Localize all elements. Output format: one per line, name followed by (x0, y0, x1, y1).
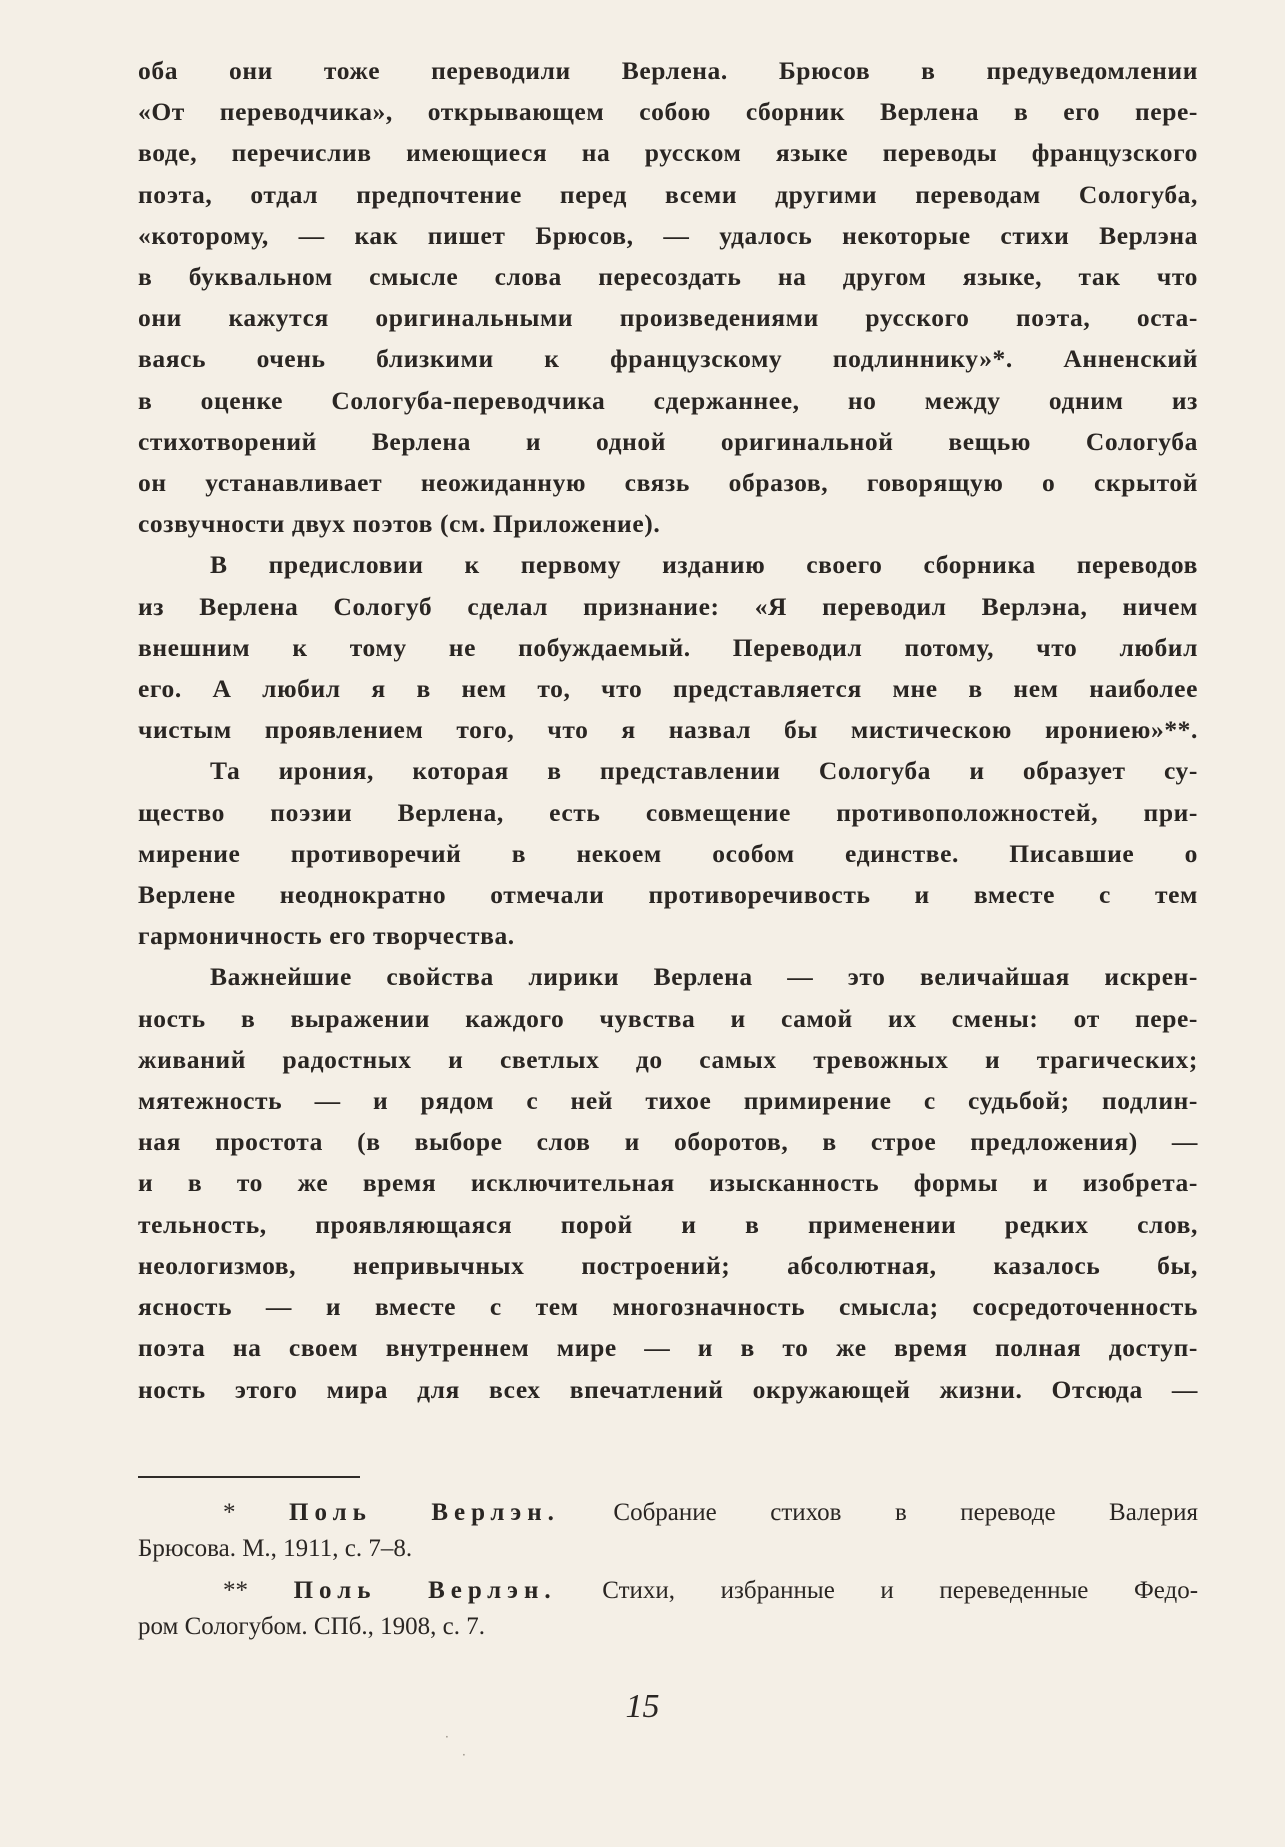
text-line: «которому, — как пишет Брюсов, — удалось некоторые стихи Верлэна (138, 220, 1198, 250)
text-line: и в то же время исключительная изысканность формы и изобрета- (138, 1168, 1198, 1198)
footnote-2 (138, 1573, 1198, 1645)
paragraph-1 (138, 50, 1198, 544)
text-line: гармоничность его творчества. (138, 921, 515, 951)
text-line: щество поэзии Верлена, есть совмещение противоположностей, при- (138, 797, 1198, 827)
text-line: поэта на своем внутреннем мире — и в то же время полная доступ- (138, 1333, 1198, 1363)
footnote-line (138, 1573, 1198, 1609)
text-line: оба они тоже переводили Верлена. Брюсов в предуведомлении (138, 56, 1198, 85)
text-line: тельность, проявляющаяся порой и в применении редких слов, (138, 1209, 1198, 1239)
footnote-1 (138, 1495, 1198, 1567)
text-line: чистым проявлением того, что я назвал бы мистическою ирониею»**. (138, 715, 1198, 745)
text-line: ясность — и вместе с тем многозначность смысла; сосредоточенность (138, 1292, 1198, 1322)
text-line: поэта, отдал предпочтение перед всеми другими переводам Сологуба, (138, 179, 1198, 209)
footnote-author: Поль Верлэн. (289, 1499, 560, 1526)
text-line: мятежность — и рядом с ней тихое примирение с судьбой; подлин- (138, 1086, 1198, 1116)
paragraph-4 (138, 956, 1198, 1409)
print-speck: · (462, 1748, 466, 1762)
text-line: «От переводчика», открывающем собою сборник Верлена в его пере- (138, 97, 1198, 127)
text-line: он устанавливает неожиданную связь образов, говорящую о скрытой (138, 468, 1198, 498)
text-line: Верлене неоднократно отмечали противоречивость и вместе с тем (138, 880, 1198, 910)
body-text (138, 50, 1198, 1410)
page-number: 15 (625, 1688, 660, 1725)
text-line: его. А любил я в нем то, что представляется мне в нем наиболее (138, 674, 1198, 704)
text-line: живаний радостных и светлых до самых тревожных и трагических; (138, 1044, 1198, 1074)
text-line: созвучности двух поэтов (см. Приложение). (138, 509, 661, 539)
text-line: Важнейшие свойства лирики Верлена — это величайшая искрен- (210, 962, 1198, 992)
text-line: в буквальном смысле слова пересоздать на другом языке, так что (138, 262, 1198, 292)
footnote-marker: ** (223, 1577, 248, 1604)
text-line: внешним к тому не побуждаемый. Переводил потому, что любил (138, 632, 1198, 662)
text-line: стихотворений Верлена и одной оригинальной вещью Сологуба (138, 426, 1198, 456)
text-line: неологизмов, непривычных построений; абсолютная, казалось бы, (138, 1250, 1198, 1280)
footnote-author: Поль Верлэн. (293, 1577, 557, 1604)
footnote-text: Собрание стихов в переводе Валерия (613, 1499, 1198, 1526)
text-line: воде, перечислив имеющиеся на русском языке переводы французского (138, 138, 1198, 168)
paragraph-3 (138, 750, 1198, 956)
text-line: ная простота (в выборе слов и оборотов, в строе предложения) — (138, 1127, 1198, 1157)
footnote-marker: * (223, 1499, 236, 1526)
text-line: они кажутся оригинальными произведениями русского поэта, оста- (138, 303, 1198, 333)
footnote-text: Стихи, избранные и переведенные Федо- (602, 1577, 1199, 1604)
text-line: ваясь очень близкими к французскому подлиннику»*. Анненский (138, 344, 1198, 374)
footnote-divider (138, 1476, 360, 1478)
footnote-line: Брюсова. М., 1911, с. 7–8. (138, 1535, 413, 1562)
footnote-line (138, 1495, 1198, 1531)
print-speck: · (445, 1730, 449, 1744)
footnote-line: ром Сологубом. СПб., 1908, с. 7. (138, 1613, 485, 1640)
text-line: в оценке Сологуба-переводчика сдержаннее, но между одним из (138, 385, 1198, 415)
text-line: ность этого мира для всех впечатлений окружающей жизни. Отсюда — (138, 1374, 1198, 1404)
paragraph-2 (138, 544, 1198, 750)
text-line: из Верлена Сологуб сделал признание: «Я переводил Верлэна, ничем (138, 591, 1198, 621)
text-line: ность в выражении каждого чувства и самой их смены: от пере- (138, 1003, 1198, 1033)
footnotes (138, 1495, 1198, 1645)
text-line: мирение противоречий в некоем особом единстве. Писавшие о (138, 838, 1198, 868)
text-line: Та ирония, которая в представлении Сологуба и образует су- (210, 756, 1198, 786)
text-line: В предисловии к первому изданию своего сборника переводов (210, 550, 1198, 580)
